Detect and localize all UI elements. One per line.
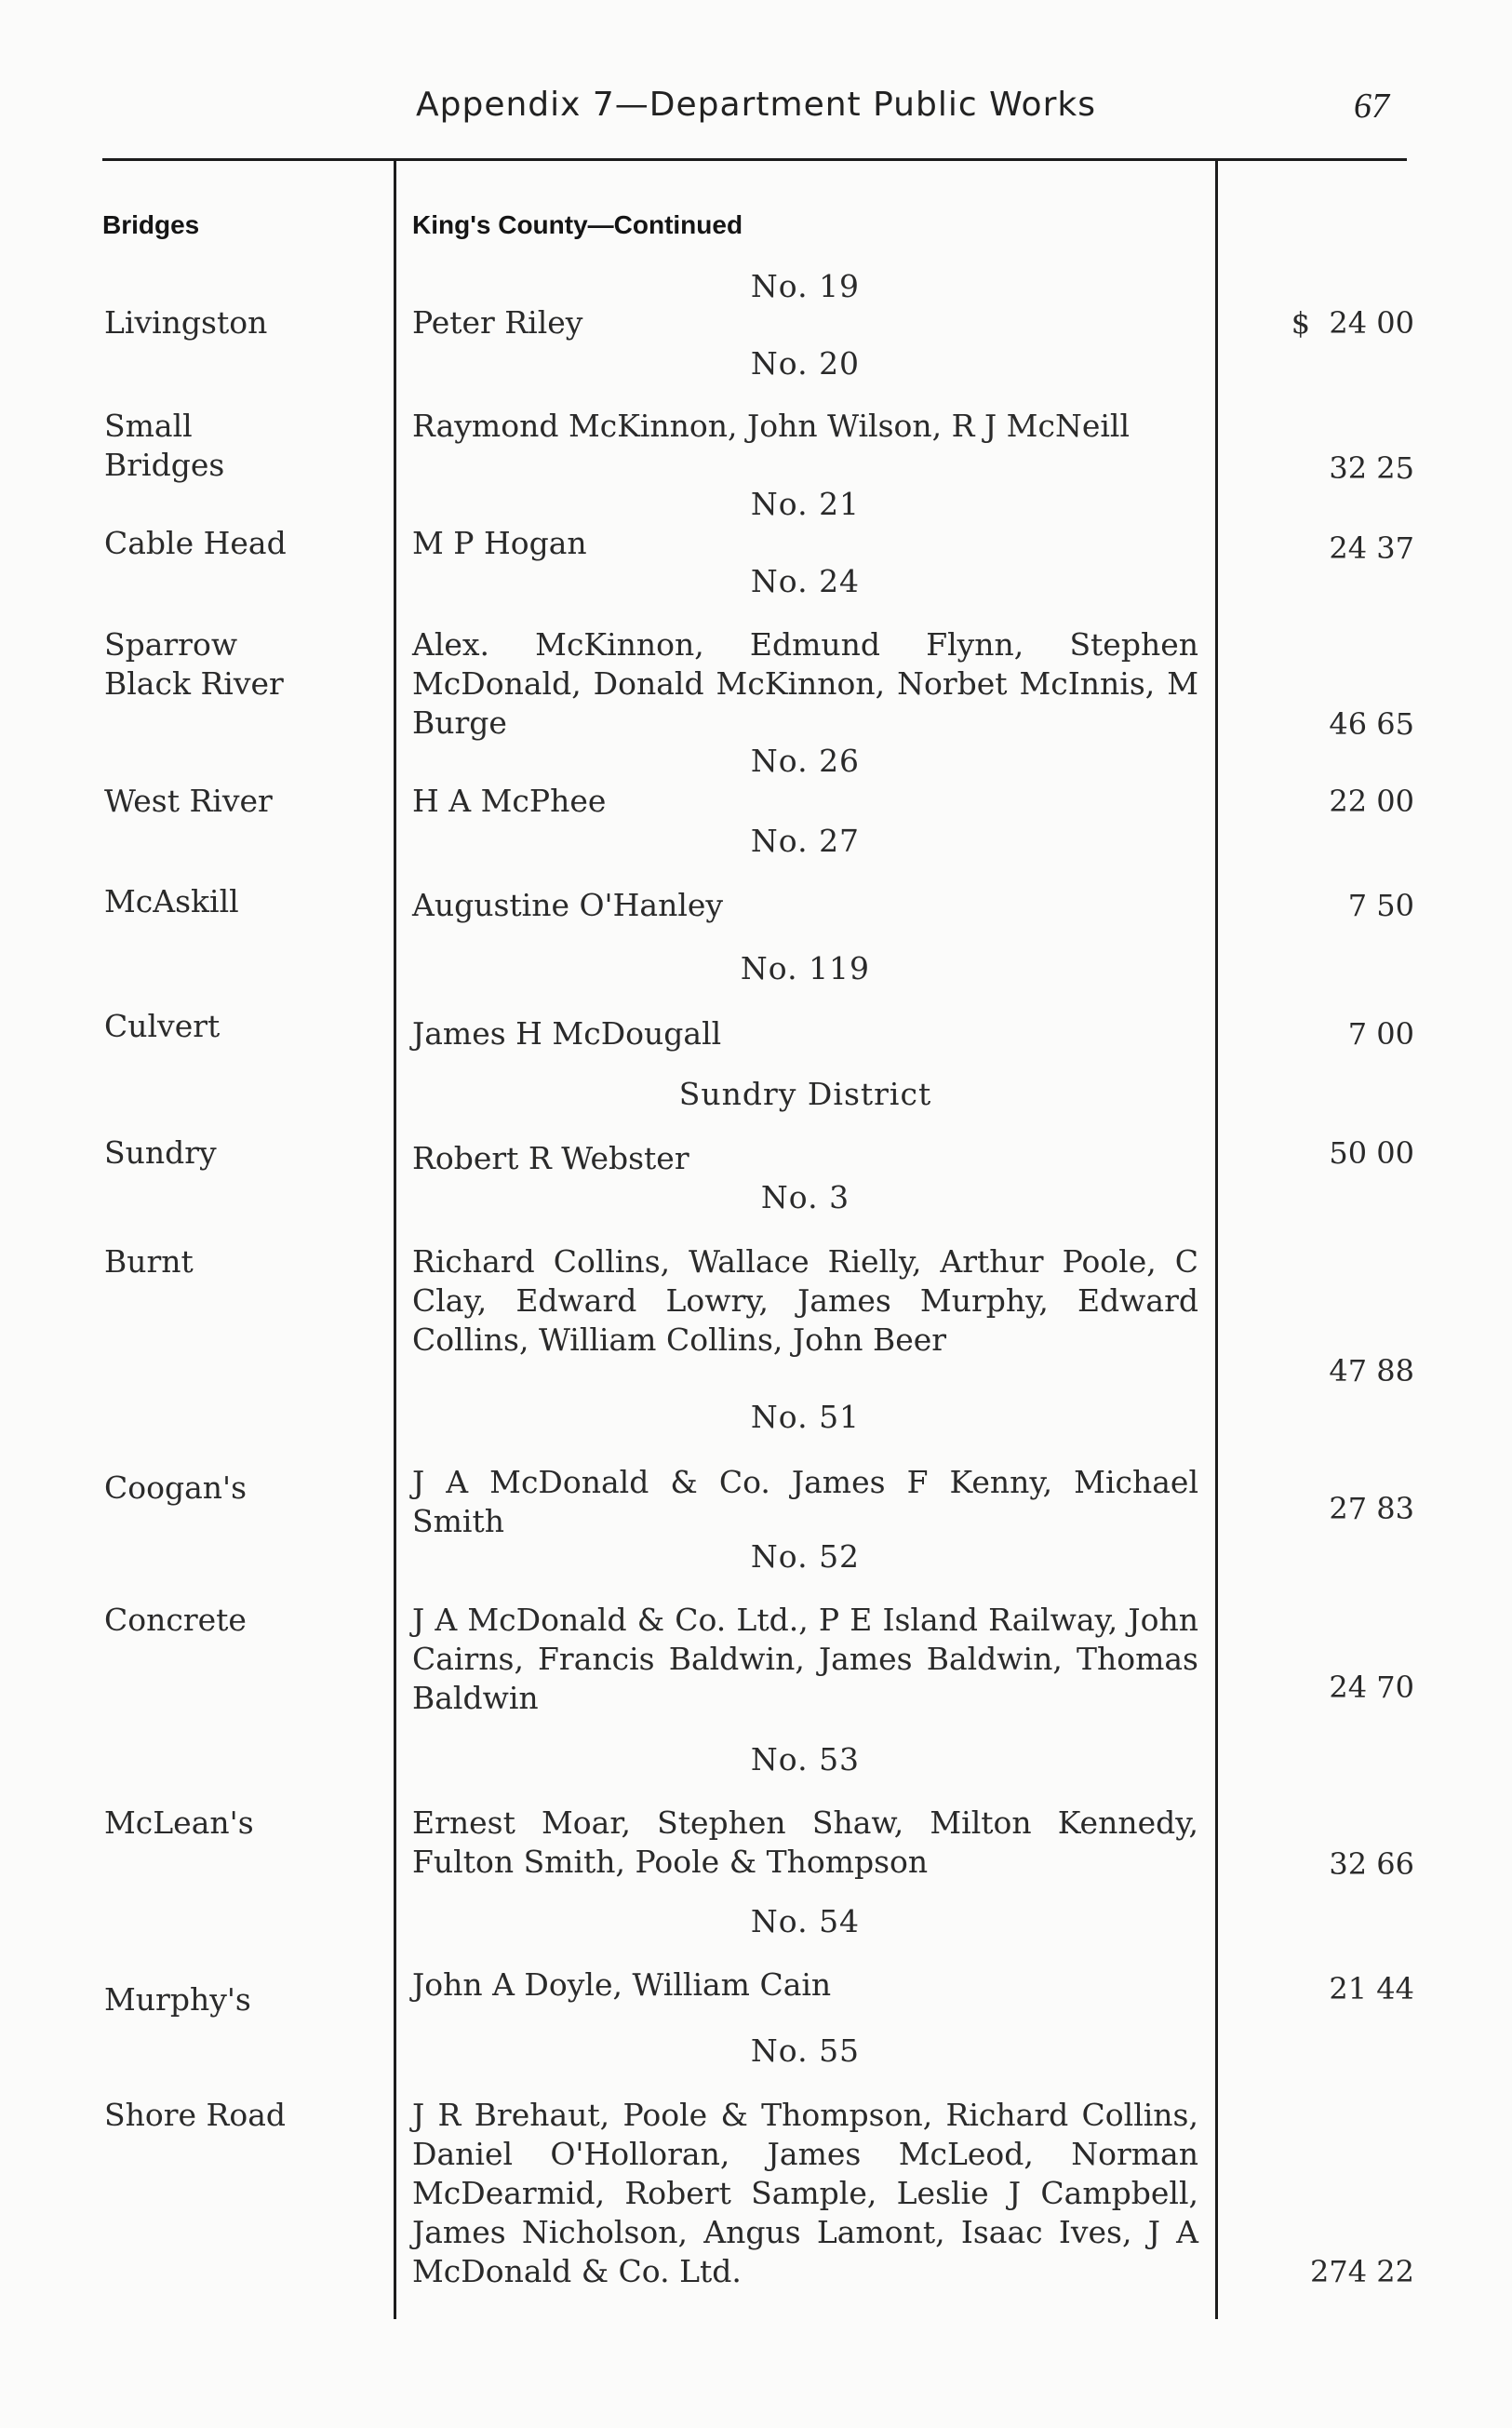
recipient-names: M P Hogan (412, 525, 587, 561)
column-divider-right (1215, 160, 1218, 2319)
bridge-name: Shore Road (104, 2097, 287, 2133)
payment-amount: 21 44 (1329, 1971, 1414, 2006)
recipient-names: Raymond McKinnon, John Wilson, R J McNeill (412, 408, 1131, 444)
recipient-names: J R Brehaut, Poole & Thompson, Richard Collins, Daniel O'Holloran, James McLeod, Norman McDearmid, Robert Sample, Leslie J Campbell, James Nicholson, Angus Lamont, Isaac Ives, J A McDonald & Co. Ltd. (412, 2097, 1198, 2289)
county-column-heading: King's County—Continued (412, 210, 743, 239)
payment-amount: 50 00 (1329, 1135, 1414, 1171)
recipient-names: Augustine O'Hanley (412, 887, 724, 923)
recipient-names: John A Doyle, William Cain (412, 1966, 832, 2003)
payment-amount: 24 70 (1329, 1670, 1414, 1705)
district-heading: No. 3 (760, 1179, 850, 1215)
district-heading: No. 119 (740, 950, 871, 986)
bridge-name: Culvert (104, 1008, 221, 1044)
header-rule (102, 158, 1407, 161)
district-heading: No. 52 (750, 1538, 861, 1575)
payment-amount: 274 22 (1310, 2254, 1414, 2289)
bridge-name: Sundry (104, 1134, 217, 1171)
district-heading: No. 55 (750, 2032, 861, 2069)
recipient-names: Richard Collins, Wallace Rielly, Arthur Poole, C Clay, Edward Lowry, James Murphy, Edward Collins, William Collins, John Beer (412, 1243, 1198, 1358)
recipient-names: Peter Riley (412, 304, 583, 341)
recipient-names: James H McDougall (412, 1015, 722, 1052)
district-heading: No. 51 (750, 1399, 861, 1435)
district-heading: No. 20 (750, 345, 861, 382)
district-heading: No. 19 (750, 268, 861, 304)
recipient-names: J A McDonald & Co. Ltd., P E Island Railway, John Cairns, Francis Baldwin, James Baldwin, Thomas Baldwin (412, 1602, 1198, 1716)
payment-amount: 47 88 (1329, 1353, 1414, 1388)
payment-amount: 46 65 (1329, 706, 1414, 742)
recipient-names: Ernest Moar, Stephen Shaw, Milton Kennedy, Fulton Smith, Poole & Thompson (412, 1804, 1198, 1880)
district-heading: No. 24 (750, 563, 861, 599)
bridge-name: West River (104, 783, 273, 819)
column-divider-left (394, 160, 396, 2319)
bridge-name: Cable Head (104, 525, 287, 561)
bridge-name: Livingston (104, 304, 268, 341)
bridge-name: Coogan's (104, 1469, 248, 1506)
payment-amount: 32 25 (1329, 450, 1414, 486)
recipient-names: H A McPhee (412, 783, 607, 819)
payment-amount: 7 50 (1347, 888, 1414, 923)
district-heading: No. 54 (750, 1903, 861, 1939)
payment-amount: 22 00 (1329, 784, 1414, 819)
district-heading: No. 27 (750, 823, 861, 859)
bridge-name: McAskill (104, 883, 239, 919)
bridge-name: Murphy's (104, 1981, 251, 2018)
recipient-names: J A McDonald & Co. James F Kenny, Michael Smith (412, 1464, 1198, 1539)
district-heading: Sundry District (678, 1076, 932, 1112)
bridge-name: Small Bridges (104, 408, 225, 483)
page-header-title: Appendix 7—Department Public Works (416, 86, 1096, 124)
payment-amount: 24 37 (1329, 530, 1414, 566)
payment-amount: 27 83 (1329, 1491, 1414, 1526)
recipient-names: Alex. McKinnon, Edmund Flynn, Stephen McDonald, Donald McKinnon, Norbet McInnis, M Burge (412, 626, 1198, 741)
recipient-names: Robert R Webster (412, 1140, 689, 1176)
bridge-name: Concrete (104, 1602, 247, 1638)
payment-amount: $ 24 00 (1291, 305, 1414, 341)
district-heading: No. 26 (750, 743, 861, 779)
bridge-name: Sparrow Black River (104, 626, 284, 702)
page-number: 67 (1354, 87, 1389, 126)
district-heading: No. 21 (750, 486, 861, 522)
bridge-name: McLean's (104, 1804, 254, 1841)
bridge-name: Burnt (104, 1243, 194, 1280)
bridges-column-heading: Bridges (102, 210, 200, 239)
payment-amount: 7 00 (1347, 1016, 1414, 1052)
district-heading: No. 53 (750, 1741, 861, 1777)
payment-amount: 32 66 (1329, 1846, 1414, 1882)
